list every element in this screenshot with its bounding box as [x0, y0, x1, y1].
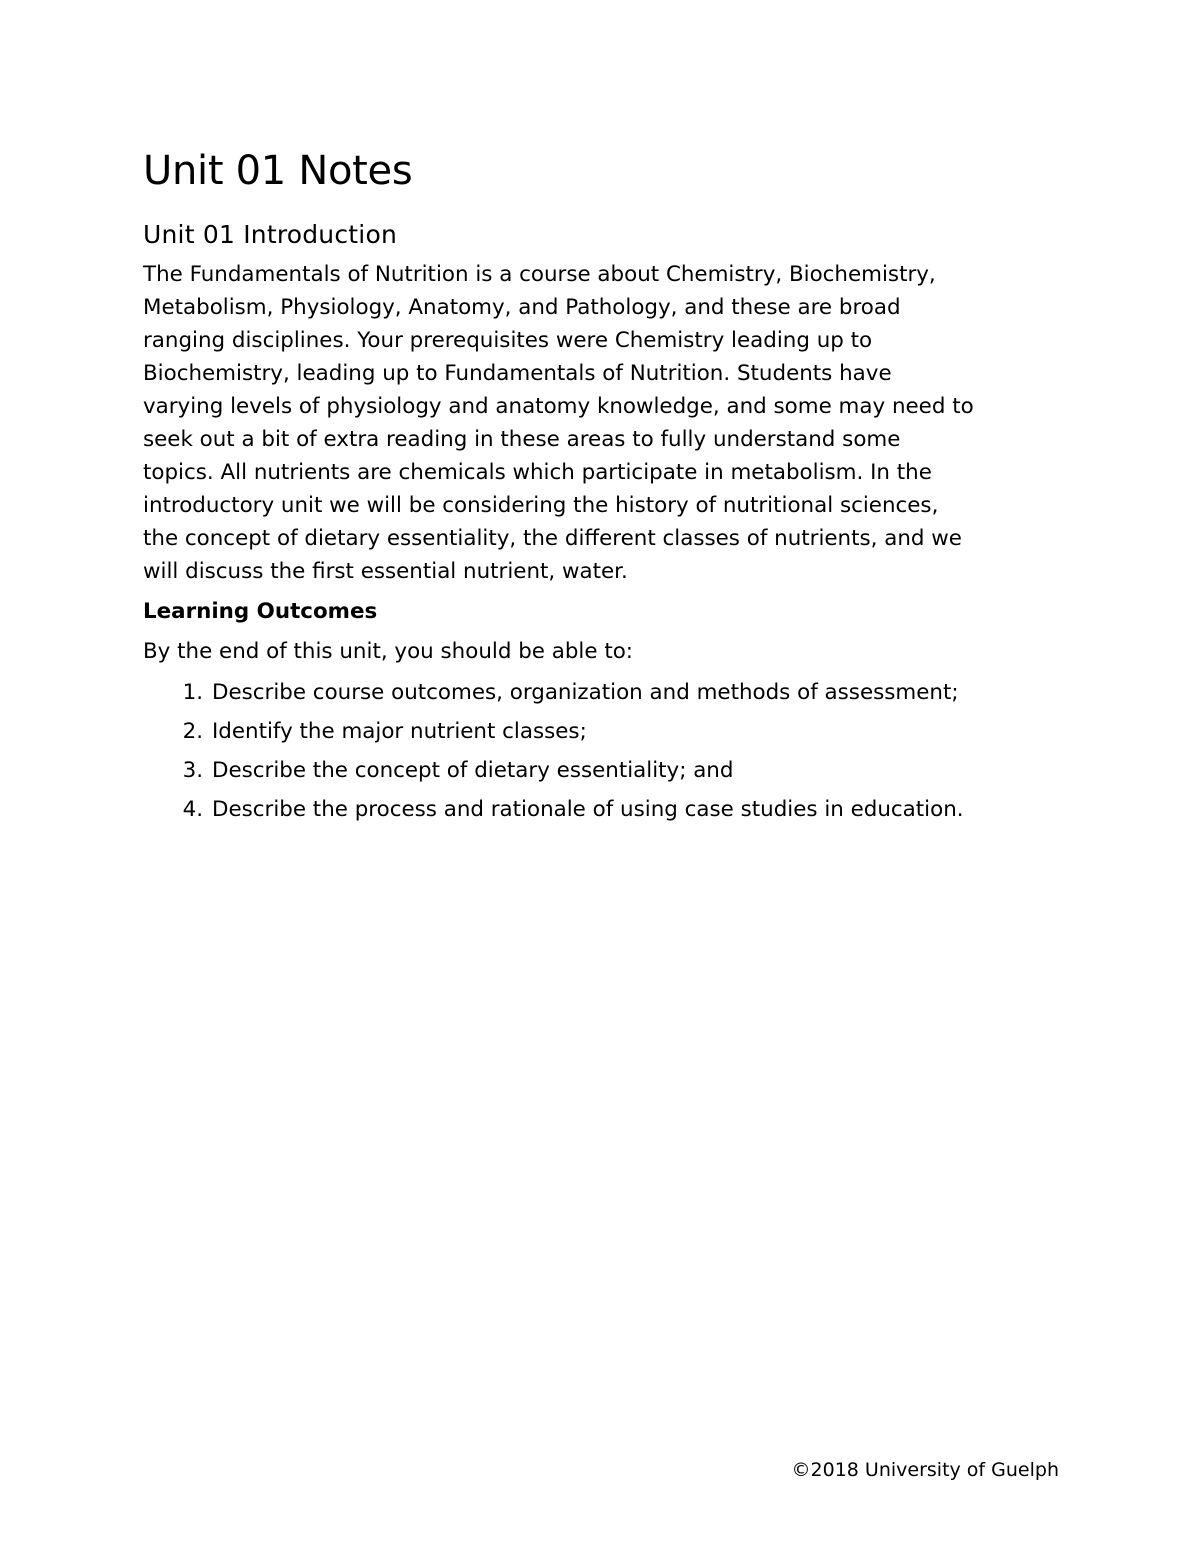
- learning-outcomes-list: [143, 676, 1073, 826]
- outcome-text: Describe the concept of dietary essentiality; and: [212, 758, 734, 783]
- learning-outcomes-heading: Learning Outcomes: [143, 599, 378, 624]
- outcome-text: Describe course outcomes, organization and methods of assessment;: [212, 680, 959, 705]
- intro-line: introductory unit we will be considering the history of nutritional sciences,: [143, 493, 939, 518]
- section-title: Unit 01 Introduction: [143, 220, 397, 249]
- copyright-footer: ©2018 University of Guelph: [791, 1459, 1059, 1481]
- intro-line: topics. All nutrients are chemicals which participate in metabolism. In the: [143, 460, 932, 485]
- intro-line: will discuss the first essential nutrient, water.: [143, 559, 628, 584]
- intro-line: ranging disciplines. Your prerequisites were Chemistry leading up to: [143, 328, 873, 353]
- page-title: Unit 01 Notes: [143, 148, 413, 194]
- outcome-item: [143, 715, 1073, 748]
- intro-line: The Fundamentals of Nutrition is a course about Chemistry, Biochemistry,: [143, 262, 936, 287]
- outcome-number: 4.: [182, 797, 203, 822]
- outcome-number: 1.: [182, 680, 203, 705]
- document-body: [143, 142, 1073, 832]
- outcome-item: [143, 754, 1073, 787]
- outcome-number: 2.: [182, 719, 203, 744]
- intro-line: seek out a bit of extra reading in these areas to fully understand some: [143, 427, 901, 452]
- outcome-item: [143, 676, 1073, 709]
- intro-paragraph: [143, 258, 1073, 588]
- outcome-number: 3.: [182, 758, 203, 783]
- outcome-text: Identify the major nutrient classes;: [212, 719, 587, 744]
- learning-outcomes-lead: By the end of this unit, you should be able to:: [143, 639, 634, 664]
- outcome-item: [143, 793, 1073, 826]
- intro-line: Metabolism, Physiology, Anatomy, and Pathology, and these are broad: [143, 295, 901, 320]
- intro-line: the concept of dietary essentiality, the different classes of nutrients, and we: [143, 526, 962, 551]
- outcome-text: Describe the process and rationale of using case studies in education.: [212, 797, 964, 822]
- intro-line: varying levels of physiology and anatomy knowledge, and some may need to: [143, 394, 974, 419]
- intro-line: Biochemistry, leading up to Fundamentals of Nutrition. Students have: [143, 361, 892, 386]
